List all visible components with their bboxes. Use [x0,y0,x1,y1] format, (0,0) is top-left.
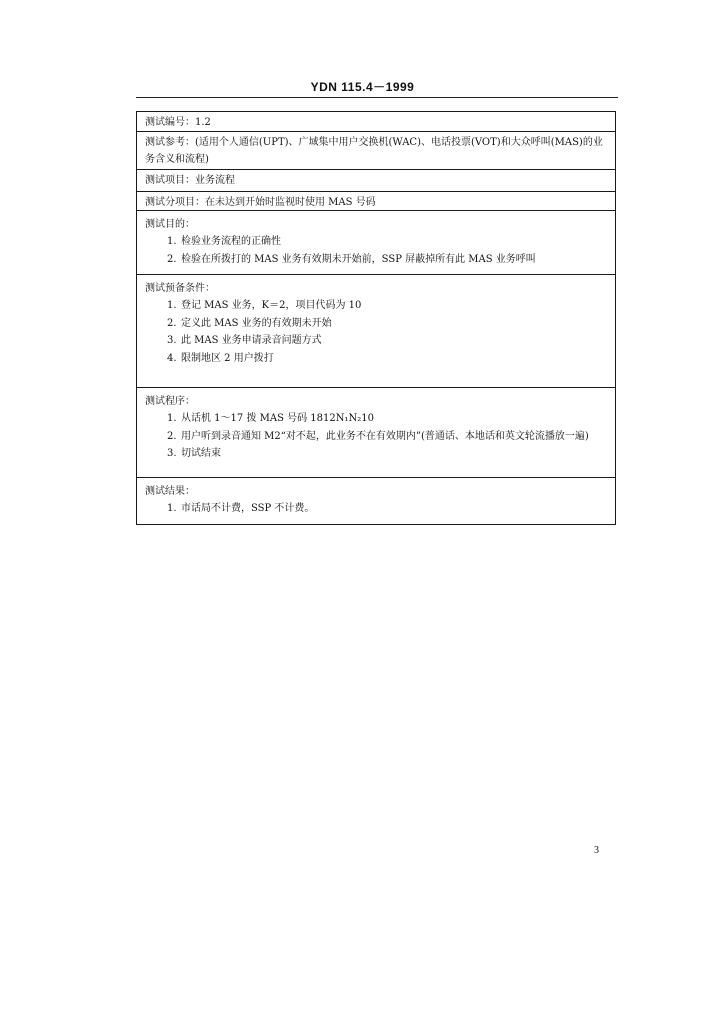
list-item: 3. 此 MAS 业务申请录音问题方式 [167,335,322,346]
test-reference-row [137,132,615,170]
test-purpose-title: 测试目的： [145,219,195,230]
page-number: 3 [594,845,599,856]
test-procedure-row [137,388,615,478]
header-divider [136,97,618,98]
test-preconditions-row [137,275,615,388]
test-number-text: 测试编号：1.2 [145,117,211,128]
list-item: 2. 检验在所拨打的 MAS 业务有效期未开始前，SSP 屏蔽掉所有此 MAS 业务呼叫 [167,253,536,265]
test-purpose-list [145,233,607,268]
test-result-list [145,500,607,518]
list-item: 2. 定义此 MAS 业务的有效期未开始 [167,317,332,329]
test-procedure-title: 测试程序： [145,396,195,407]
list-item: 1. 检验业务流程的正确性 [167,236,281,247]
test-reference-text: 测试参考：(适用个人通信(UPT)、广域集中用户交换机(WAC)、电话投票(VOT)和大众呼叫(MAS)的业务含义和流程) [145,137,603,165]
test-result-title: 测试结果： [145,486,195,497]
list-item: 1. 市话局不计费，SSP 不计费。 [167,503,315,514]
test-subitem-text: 测试分项目：在未达到开始时监视时使用 MAS 号码 [145,197,376,208]
test-case-table [136,111,616,525]
test-result-row [137,478,615,524]
test-purpose-row [137,211,615,275]
test-item-row [137,170,615,192]
list-item: 1. 登记 MAS 业务，K＝2，项目代码为 10 [167,300,362,311]
test-number-row [137,112,615,132]
list-item: 4. 限制地区 2 用户拨打 [167,352,274,364]
list-item: 2. 用户听到录音通知 M2“对不起，此业务不在有效期内”(普通话、本地话和英文轮流播放一遍) [167,430,589,442]
test-preconditions-list [145,297,607,367]
list-item: 3. 切试结束 [167,448,221,459]
list-item: 1. 从话机 1～17 拨 MAS 号码 1812N₁N₂10 [167,413,374,424]
test-procedure-list [145,410,607,463]
standard-code-header: YDN 115.4－1999 [310,80,415,94]
test-preconditions-title: 测试预备条件： [145,283,215,294]
test-item-text: 测试项目：业务流程 [145,175,235,186]
test-subitem-row [137,192,615,211]
